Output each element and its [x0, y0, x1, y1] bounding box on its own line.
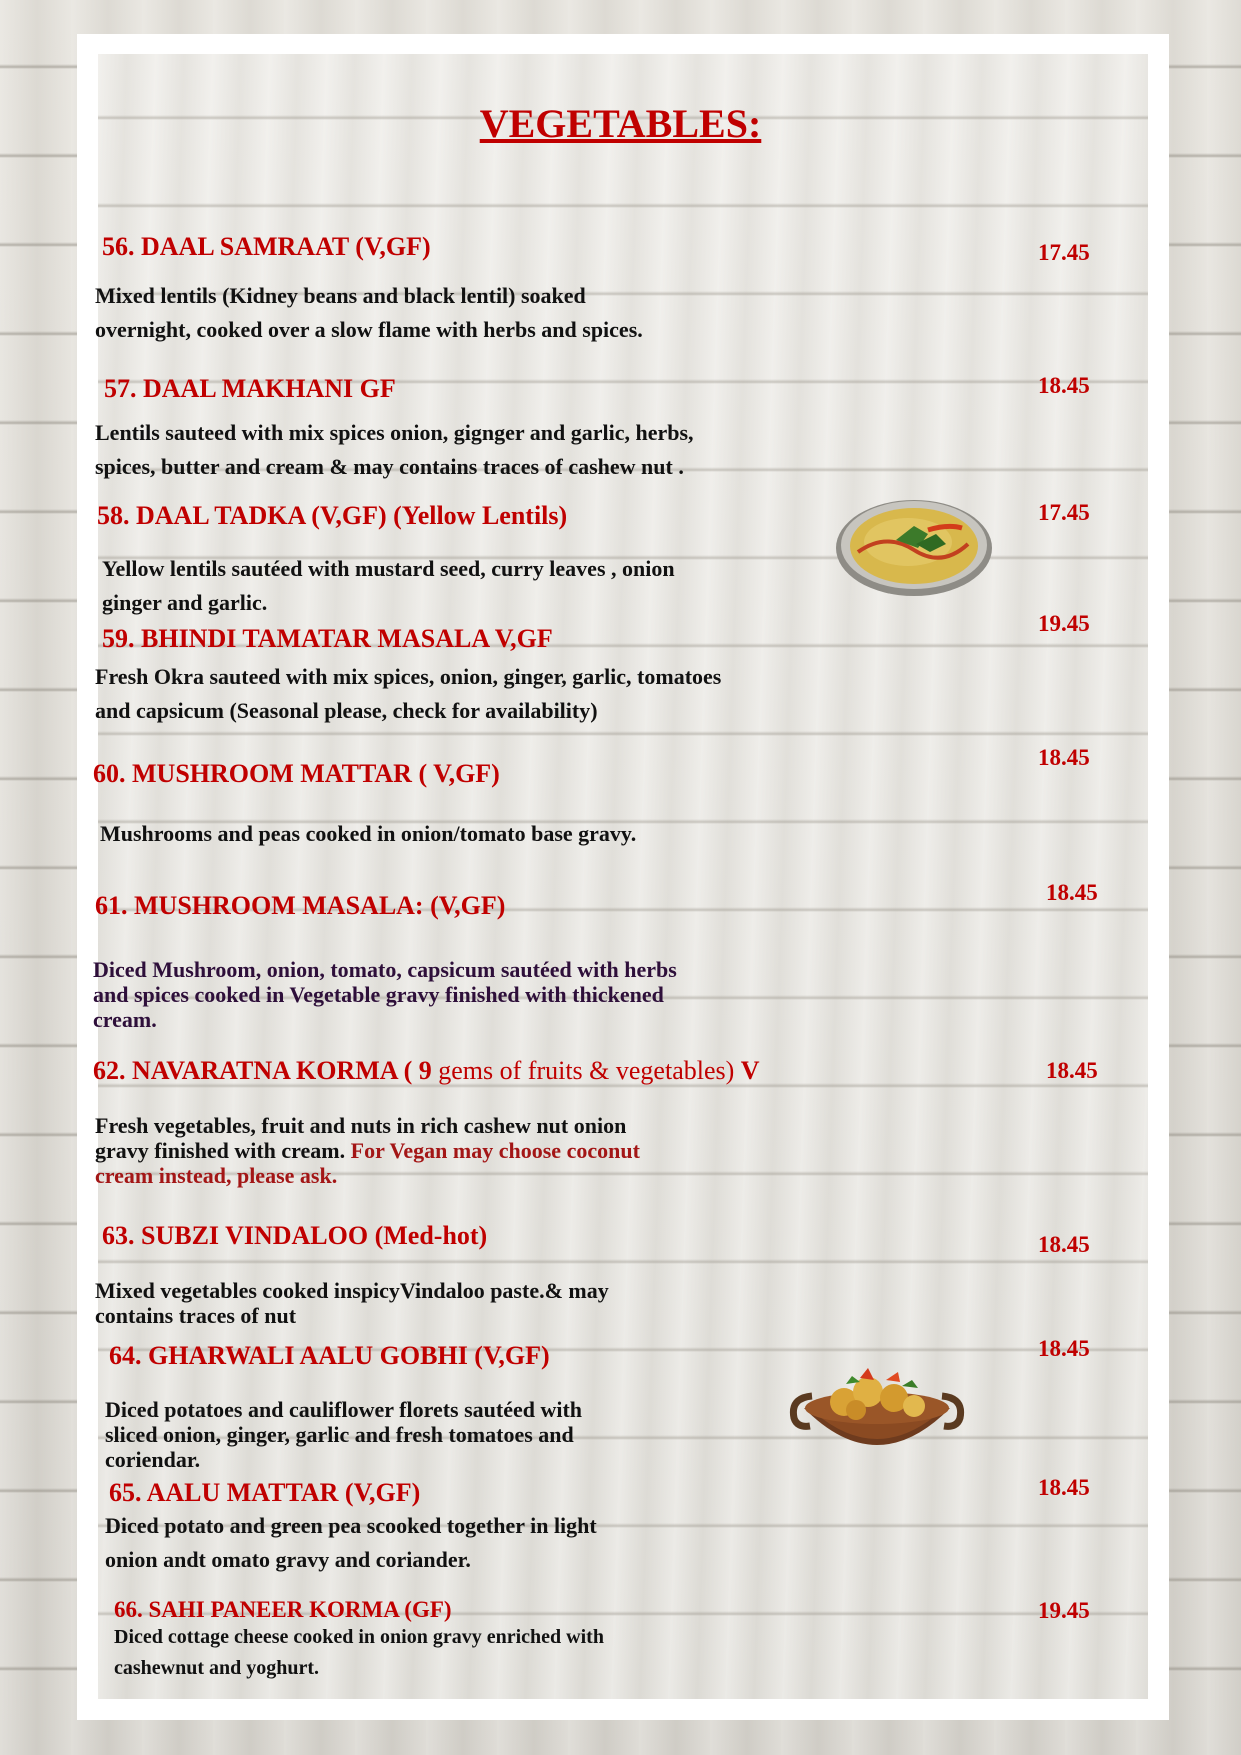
item-description — [95, 1278, 609, 1328]
description-line: Mixed lentils (Kidney beans and black lentil) soaked — [95, 283, 586, 308]
description-line: Diced cottage cheese cooked in onion gravy enriched with — [114, 1626, 604, 1648]
item-name: 64. GHARWALI AALU GOBHI (V,GF) — [109, 1341, 550, 1370]
item-price: 18.45 — [1038, 1336, 1090, 1361]
item-name: 56. DAAL SAMRAAT (V,GF) — [102, 232, 431, 261]
description-line: Fresh Okra sauteed with mix spices, onion, ginger, garlic, tomatoes — [95, 664, 722, 689]
description-line: cream. — [93, 1007, 157, 1032]
description-line: cashewnut and yoghurt. — [114, 1657, 320, 1679]
item-name: 63. SUBZI VINDALOO (Med-hot) — [102, 1221, 488, 1250]
item-name: 58. DAAL TADKA (V,GF) (Yellow Lentils) — [97, 501, 568, 530]
item-name-bold: 62. NAVARATNA KORMA ( 9 — [93, 1056, 439, 1085]
vegan-note: For Vegan may choose coconut — [350, 1138, 640, 1163]
description-line: Fresh vegetables, fruit and nuts in rich cashew nut onion — [95, 1113, 627, 1138]
item-price: 17.45 — [1038, 240, 1090, 265]
item-price: 18.45 — [1038, 745, 1090, 770]
item-price: 18.45 — [1046, 1058, 1098, 1083]
description-line: spices, butter and cream & may contains traces of cashew nut . — [95, 454, 684, 479]
item-name — [93, 1056, 760, 1086]
description-line: contains traces of nut — [95, 1303, 297, 1328]
description-text: gravy finished with cream. — [95, 1138, 351, 1163]
description-line: and capsicum (Seasonal please, check for availability) — [95, 698, 598, 723]
item-price: 17.45 — [1038, 500, 1090, 525]
item-description — [95, 660, 721, 728]
item-description — [105, 1509, 597, 1577]
item-description — [114, 1622, 604, 1684]
description-line — [95, 1138, 640, 1163]
item-description — [102, 552, 675, 620]
description-line: Diced Mushroom, onion, tomato, capsicum sautéed with herbs — [93, 957, 677, 982]
item-description — [93, 957, 677, 1032]
item-description — [95, 279, 643, 347]
item-price: 19.45 — [1038, 1598, 1090, 1623]
item-name: 60. MUSHROOM MATTAR ( V,GF) — [93, 759, 500, 788]
item-description — [95, 1113, 640, 1188]
description-line: Yellow lentils sautéed with mustard seed, curry leaves , onion — [102, 556, 675, 581]
item-description — [95, 416, 694, 484]
item-price: 18.45 — [1046, 880, 1098, 905]
item-name: 59. BHINDI TAMATAR MASALA V,GF — [102, 624, 553, 653]
description-line: Lentils sauteed with mix spices onion, gignger and garlic, herbs, — [95, 420, 694, 445]
description-line: Mixed vegetables cooked inspicyVindaloo paste.& may — [95, 1278, 609, 1303]
description-line: sliced onion, ginger, garlic and fresh tomatoes and — [105, 1422, 574, 1447]
vegan-note: cream instead, please ask. — [95, 1163, 338, 1188]
item-name: 61. MUSHROOM MASALA: (V,GF) — [95, 891, 506, 920]
item-price: 18.45 — [1038, 373, 1090, 398]
item-name: 66. SAHI PANEER KORMA (GF) — [114, 1597, 452, 1622]
description-line: Mushrooms and peas cooked in onion/tomato base gravy. — [100, 821, 637, 846]
description-line: and spices cooked in Vegetable gravy finished with thickened — [93, 982, 664, 1007]
description-line: Diced potatoes and cauliflower florets sautéed with — [105, 1397, 583, 1422]
description-line: onion andt omato gravy and coriander. — [105, 1547, 471, 1572]
description-line: coriendar. — [105, 1447, 201, 1472]
description-line: overnight, cooked over a slow flame with herbs and spices. — [95, 317, 643, 342]
item-name-plain: gems of fruits & vegetables) — [438, 1056, 741, 1085]
item-price: 18.45 — [1038, 1232, 1090, 1257]
aalu-gobhi-karahi-icon — [786, 1362, 968, 1458]
daal-tadka-bowl-icon — [836, 492, 992, 598]
item-name-tail: V — [740, 1056, 760, 1085]
description-line: ginger and garlic. — [102, 590, 268, 615]
item-price: 18.45 — [1038, 1475, 1090, 1500]
item-description — [100, 817, 636, 851]
item-description — [105, 1397, 582, 1472]
item-name: 57. DAAL MAKHANI GF — [104, 374, 396, 403]
item-price: 19.45 — [1038, 611, 1090, 636]
description-line: Diced potato and green pea scooked together in light — [105, 1513, 597, 1538]
section-title: VEGETABLES: — [479, 101, 762, 146]
item-name: 65. AALU MATTAR (V,GF) — [109, 1478, 421, 1507]
